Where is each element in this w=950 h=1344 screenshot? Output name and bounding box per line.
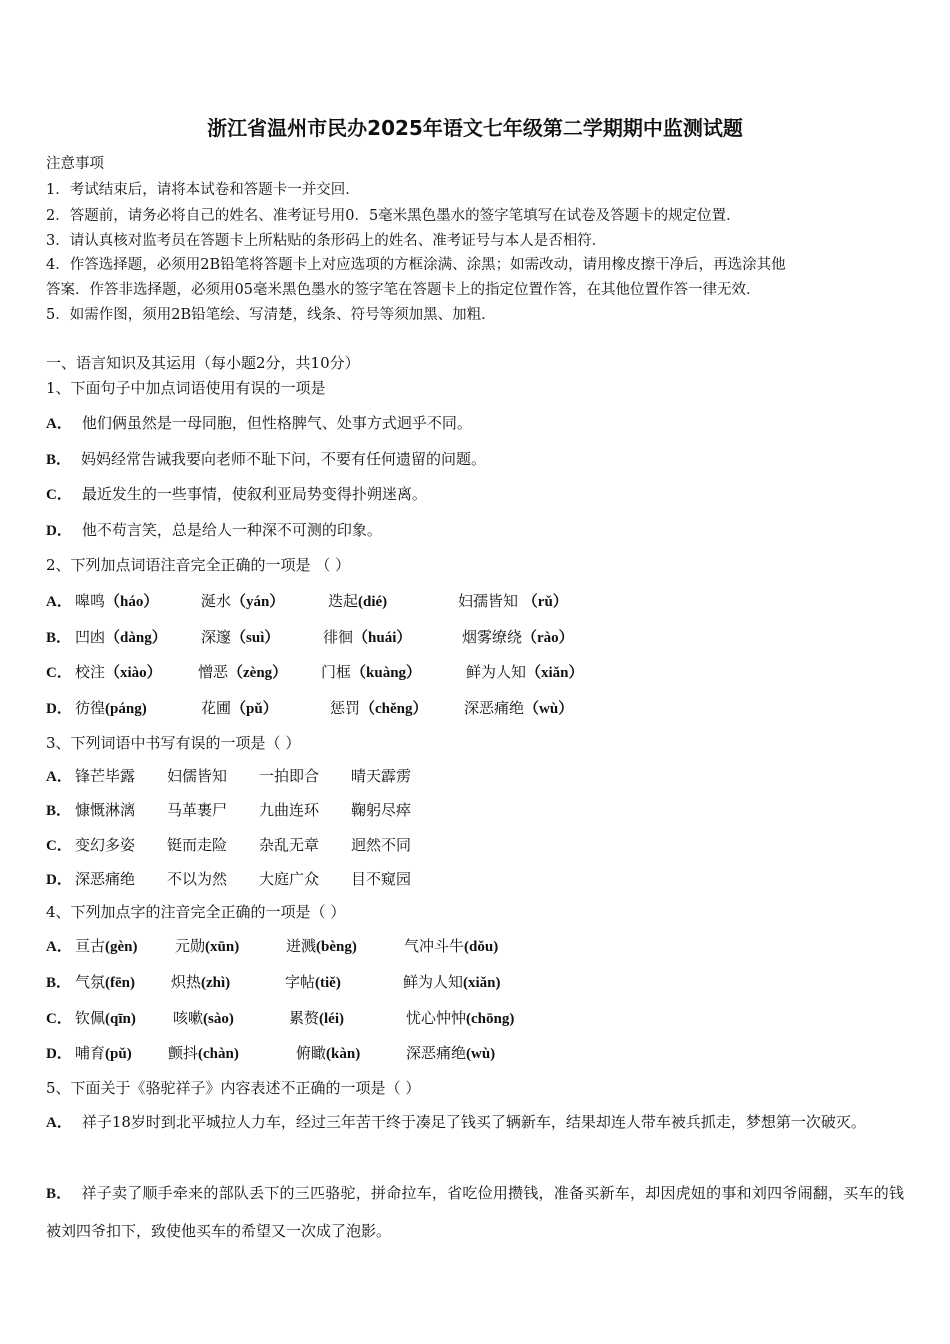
option-word: 晴天霹雳	[351, 767, 412, 785]
option-word: 字帖(tiě)	[285, 973, 341, 991]
option-text: 最近发生的一些事情，使叙利亚局势变得扑朔迷离。	[81, 485, 427, 503]
option-label: D．	[46, 1046, 72, 1062]
option-label: D．	[46, 872, 72, 888]
option-word: 不以为然	[167, 870, 228, 888]
question-3-stem: 3、下列词语中书写有误的一项是（ ）	[46, 734, 301, 752]
question-4-stem: 4、下列加点字的注音完全正确的一项是（ ）	[46, 903, 346, 921]
option-word: 鲜为人知(xiǎn)	[403, 973, 501, 991]
option-text: 他不苟言笑，总是给人一种深不可测的印象。	[81, 521, 382, 539]
option-label: B．	[46, 452, 72, 468]
option-word: 憎恶（zèng）	[198, 663, 288, 681]
q1-option-b[interactable]	[46, 448, 486, 469]
notice-item: 3．请认真核对监考员在答题卡上所粘贴的条形码上的姓名、准考证号与本人是否相符．	[46, 233, 607, 249]
option-label: A．	[46, 594, 72, 610]
option-word: 亘古(gèn)	[75, 937, 138, 955]
option-word: 大庭广众	[259, 870, 320, 888]
option-label: C．	[46, 487, 72, 503]
option-word: 颤抖(chàn)	[168, 1044, 239, 1062]
option-word: 花圃（pǔ）	[201, 699, 278, 717]
option-word: 深恶痛绝	[75, 870, 136, 888]
option-word: 深恶痛绝(wù)	[406, 1044, 496, 1062]
option-word: 元勋(xūn)	[175, 937, 240, 955]
option-word: 徘徊（huái）	[323, 628, 412, 646]
option-text: 妈妈经常告诫我要向老师不耻下问，不要有任何遗留的问题。	[81, 450, 487, 468]
q5-option-b[interactable]	[46, 1175, 904, 1250]
q1-option-c[interactable]	[46, 483, 427, 504]
notice-heading: 注意事项	[46, 156, 104, 172]
option-text: 他们俩虽然是一母同胞，但性格脾气、处事方式迥乎不同。	[81, 414, 472, 432]
option-label: B．	[46, 975, 72, 991]
option-word: 迸溅(bèng)	[286, 937, 357, 955]
option-word: 九曲连环	[259, 801, 320, 819]
question-1-stem: 1、下面句子中加点词语使用有误的一项是	[46, 379, 326, 397]
q5-option-a[interactable]	[46, 1104, 904, 1142]
option-word: 妇孺皆知 （rǔ）	[458, 592, 568, 610]
option-label: C．	[46, 1011, 72, 1027]
section-heading: 一、语言知识及其运用（每小题2分，共10分）	[46, 354, 360, 372]
option-word: 锋芒毕露	[75, 767, 136, 785]
option-word: 变幻多姿	[75, 836, 136, 854]
option-word: 涎水（yán）	[201, 592, 285, 610]
q1-option-d[interactable]	[46, 519, 382, 540]
option-word: 马革裹尸	[167, 801, 228, 819]
option-word: 凹凼（dàng）	[75, 628, 167, 646]
notice-item: 5．如需作图，须用2B铅笔绘、写清楚，线条、符号等须加黑、加粗．	[46, 307, 496, 323]
option-word: 钦佩(qīn)	[75, 1009, 136, 1027]
option-word: 气氛(fēn)	[75, 973, 136, 991]
notice-item: 2．答题前，请务必将自己的姓名、准考证号用0．5毫米黑色墨水的签字笔填写在试卷及答题卡的规定位置．	[46, 208, 741, 224]
option-word: 俯瞰(kàn)	[296, 1044, 361, 1062]
option-word: 妇儒皆知	[167, 767, 228, 785]
option-word: 慷慨淋漓	[75, 801, 136, 819]
option-label: D．	[46, 523, 72, 539]
option-word: 惩罚（chěng）	[330, 699, 428, 717]
option-word: 深邃（suì）	[201, 628, 280, 646]
option-word: 校注（xiào）	[75, 663, 162, 681]
option-word: 咳嗽(sào)	[173, 1009, 234, 1027]
option-label: B．	[46, 803, 72, 819]
option-word: 鞠躬尽瘁	[351, 801, 412, 819]
question-5-stem: 5、下面关于《骆驼祥子》内容表述不正确的一项是（ ）	[46, 1079, 421, 1097]
q1-option-a[interactable]	[46, 412, 472, 433]
option-word: 彷徨(páng)	[75, 699, 147, 717]
option-label: A．	[46, 1115, 72, 1131]
question-2-stem: 2、下列加点词语注音完全正确的一项是 （ ）	[46, 556, 351, 574]
option-label: D．	[46, 701, 72, 717]
option-text: 祥子18岁时到北平城拉人力车，经过三年苦干终于凑足了钱买了辆新车，结果却连人带车被兵抓走，梦想第一次破灭。	[81, 1113, 866, 1131]
option-word: 鲜为人知（xiǎn）	[466, 663, 584, 681]
option-word: 嗥鸣（háo）	[75, 592, 159, 610]
option-word: 忧心忡忡(chōng)	[406, 1009, 515, 1027]
option-label: C．	[46, 665, 72, 681]
option-label: C．	[46, 838, 72, 854]
option-word: 铤而走险	[167, 836, 228, 854]
notice-item: 4．作答选择题，必须用2B铅笔将答题卡上对应选项的方框涂满、涂黑；如需改动，请用橡皮擦干净后，再选涂其他	[46, 257, 786, 273]
option-word: 迥然不同	[351, 836, 412, 854]
option-text: 祥子卖了顺手牵来的部队丢下的三匹骆驼，拼命拉车，省吃俭用攒钱，准备买新车，却因虎妞的事和刘四爷闹翻，买车的钱被刘四爷扣下，致使他买车的希望又一次成了泡影。	[46, 1184, 904, 1240]
option-word: 目不窥园	[351, 870, 412, 888]
option-label: B．	[46, 1186, 72, 1202]
option-word: 杂乱无章	[259, 836, 320, 854]
notice-item: 1．考试结束后，请将本试卷和答题卡一并交回．	[46, 182, 360, 198]
page-title: 浙江省温州市民办2025年语文七年级第二学期期中监测试题	[207, 116, 743, 140]
notice-item: 答案．作答非选择题，必须用05毫米黑色墨水的签字笔在答题卡上的指定位置作答，在其他位置作答一律无效．	[46, 282, 761, 298]
option-label: A．	[46, 769, 72, 785]
option-word: 迭起(dié)	[328, 592, 388, 610]
option-word: 门框（kuàng）	[321, 663, 422, 681]
option-word: 烟雾缭绕（rào）	[462, 628, 574, 646]
option-label: A．	[46, 939, 72, 955]
option-word: 炽热(zhì)	[171, 973, 231, 991]
option-word: 累赘(léi)	[289, 1009, 344, 1027]
option-word: 气冲斗牛(dǒu)	[404, 937, 499, 955]
option-label: A．	[46, 416, 72, 432]
option-label: B．	[46, 630, 72, 646]
option-word: 一拍即合	[259, 767, 320, 785]
option-word: 深恶痛绝（wù）	[464, 699, 574, 717]
option-word: 哺育(pǔ)	[75, 1044, 132, 1062]
